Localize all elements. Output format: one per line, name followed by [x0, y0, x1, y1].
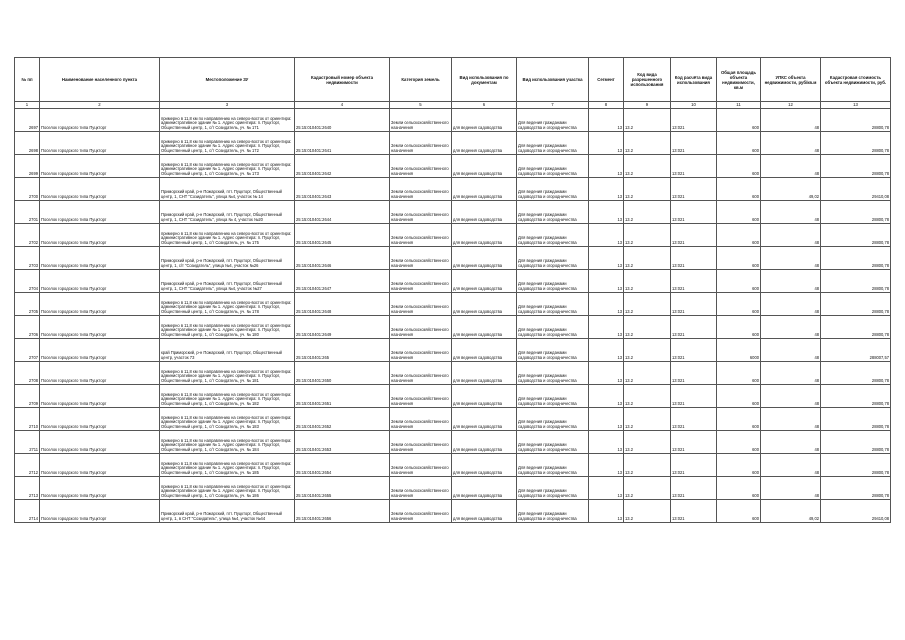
segment-cell: 13 [589, 477, 624, 500]
cadastral-number-cell: 25:15:010401:2655 [295, 477, 390, 500]
cadastral-value-cell: 28800,78 [821, 408, 891, 431]
location-cell: примерно в 11,8 км по направлению на северо-восток от ориентира: административное здание № 1. Адрес ориентира: п. Пуцкторг, Общественный центр, 1, с/т Созидатель, уч. № 178 [160, 293, 295, 316]
calc-code-cell: 13:021 [671, 109, 717, 132]
cadastral-value-cell: 29410,08 [821, 178, 891, 201]
row-number-cell: 2699 [15, 155, 40, 178]
plot-use-cell: Для ведения гражданами садоводства и огородничества [517, 500, 589, 523]
row-number-cell: 2697 [15, 109, 40, 132]
row-number-cell: 2713 [15, 477, 40, 500]
use-code-cell: 13.2 [624, 500, 671, 523]
column-number: 4 [295, 102, 390, 109]
settlement-name-cell: Поселок городского типа Пуцкторг [40, 500, 160, 523]
use-code-cell: 13.2 [624, 224, 671, 247]
row-number-cell: 2705 [15, 293, 40, 316]
table-row [15, 224, 891, 247]
cadastral-table-sheet [14, 57, 890, 523]
cadastral-value-cell: 28800,78 [821, 477, 891, 500]
location-cell: примерно в 11,8 км по направлению на северо-восток от ориентира: административное здание № 1. Адрес ориентира: п. Пуцкторг, Общественный центр, 1, с/т Созидатель, уч. № 185 [160, 454, 295, 477]
segment-cell: 13 [589, 293, 624, 316]
column-number: 10 [671, 102, 717, 109]
table-row [15, 155, 891, 178]
area-cell: 600 [717, 155, 761, 178]
plot-use-cell: Для ведения гражданами садоводства и огородничества [517, 224, 589, 247]
upks-cell: 48 [761, 155, 821, 178]
upks-cell: 48 [761, 477, 821, 500]
segment-cell: 13 [589, 247, 624, 270]
column-number: 8 [589, 102, 624, 109]
use-code-cell: 13.2 [624, 247, 671, 270]
row-number-cell: 2708 [15, 362, 40, 385]
use-by-documents-cell: для ведения садоводства [452, 316, 517, 339]
calc-code-cell: 13:021 [671, 316, 717, 339]
cadastral-number-cell: 25:15:010401:2653 [295, 431, 390, 454]
row-number-cell: 2701 [15, 201, 40, 224]
calc-code-cell: 13:021 [671, 247, 717, 270]
cadastral-number-cell: 25:15:010401:2646 [295, 247, 390, 270]
cadastral-value-cell: 28800,78 [821, 385, 891, 408]
table-row [15, 201, 891, 224]
plot-use-cell: Для ведения гражданами садоводства и огородничества [517, 155, 589, 178]
settlement-name-cell: Поселок городского типа Пуцкторг [40, 316, 160, 339]
row-number-cell: 2702 [15, 224, 40, 247]
cadastral-value-cell: 28800,78 [821, 155, 891, 178]
use-by-documents-cell: для ведения садоводства [452, 431, 517, 454]
use-code-cell: 13.2 [624, 408, 671, 431]
location-cell: Приморский край, р-н Пожарский, пгт. Пуцкторг, Общественный центр, 1, в СНТ "Созидатель", улица №4, участок №44 [160, 500, 295, 523]
cadastral-number-cell: 25:15:010401:2645 [295, 224, 390, 247]
use-by-documents-cell: для ведения садоводства [452, 408, 517, 431]
upks-cell: 48 [761, 109, 821, 132]
column-number-row [15, 102, 891, 109]
land-category-cell: Земли сельскохозяйственного назначения [390, 201, 452, 224]
header-cell: Категория земель [390, 58, 452, 102]
use-by-documents-cell: для ведения садоводства [452, 500, 517, 523]
column-number: 3 [160, 102, 295, 109]
calc-code-cell: 13:021 [671, 201, 717, 224]
location-cell: примерно в 11,8 км по направлению на северо-восток от ориентира: административное здание № 1. Адрес ориентира: п. Пуцкторг, Общественный центр, 1, с/т Созидатель, уч. № 180 [160, 316, 295, 339]
segment-cell: 13 [589, 385, 624, 408]
segment-cell: 13 [589, 454, 624, 477]
header-row [15, 58, 891, 102]
upks-cell: 48 [761, 316, 821, 339]
calc-code-cell: 13:021 [671, 132, 717, 155]
use-code-cell: 13.2 [624, 201, 671, 224]
calc-code-cell: 13:021 [671, 454, 717, 477]
table-row [15, 132, 891, 155]
row-number-cell: 2704 [15, 270, 40, 293]
table-row [15, 339, 891, 362]
plot-use-cell: Для ведения гражданами садоводства и огородничества [517, 247, 589, 270]
cadastral-number-cell: 25:15:010401:2648 [295, 293, 390, 316]
plot-use-cell: Для ведения гражданами садоводства и огородничества [517, 293, 589, 316]
segment-cell: 13 [589, 109, 624, 132]
column-number: 6 [452, 102, 517, 109]
calc-code-cell: 13:021 [671, 270, 717, 293]
row-number-cell: 2714 [15, 500, 40, 523]
use-by-documents-cell: для ведения садоводства [452, 477, 517, 500]
upks-cell: 48 [761, 385, 821, 408]
plot-use-cell: Для ведения гражданами садоводства и огородничества [517, 431, 589, 454]
header-cell: Вид использования по документам [452, 58, 517, 102]
land-category-cell: Земли сельскохозяйственного назначения [390, 431, 452, 454]
plot-use-cell: Для ведения гражданами садоводства и огородничества [517, 201, 589, 224]
cadastral-value-cell: 28800,78 [821, 247, 891, 270]
settlement-name-cell: Поселок городского типа Пуцкторг [40, 362, 160, 385]
land-category-cell: Земли сельскохозяйственного назначения [390, 316, 452, 339]
use-code-cell: 13.2 [624, 316, 671, 339]
use-code-cell: 13.2 [624, 431, 671, 454]
plot-use-cell: Для ведения гражданами садоводства и огородничества [517, 178, 589, 201]
plot-use-cell: Для ведения гражданами садоводства и огородничества [517, 132, 589, 155]
calc-code-cell: 13:021 [671, 293, 717, 316]
location-cell: примерно в 11,8 км по направлению на северо-восток от ориентира: административное здание № 1. Адрес ориентира: п. Пуцкторг, Общественный центр, 1, с/т Созидатель, уч. № 183 [160, 408, 295, 431]
settlement-name-cell: Поселок городского типа Пуцкторг [40, 293, 160, 316]
location-cell: Приморский край, р-н Пожарский, пгт. Пуцкторг, Общественный центр, 1, СНТ "Созидатель", улица № 4, участок №20 [160, 201, 295, 224]
upks-cell: 48 [761, 270, 821, 293]
plot-use-cell: Для ведения гражданами садоводства и огородничества [517, 385, 589, 408]
use-by-documents-cell: для ведения садоводства [452, 155, 517, 178]
area-cell: 600 [717, 247, 761, 270]
upks-cell: 49,02 [761, 500, 821, 523]
column-number: 12 [761, 102, 821, 109]
segment-cell: 13 [589, 201, 624, 224]
land-category-cell: Земли сельскохозяйственного назначения [390, 362, 452, 385]
use-by-documents-cell: для ведения садоводства [452, 270, 517, 293]
plot-use-cell: Для ведения гражданами садоводства и огородничества [517, 270, 589, 293]
cadastral-value-cell: 28800,78 [821, 431, 891, 454]
area-cell: 600 [717, 224, 761, 247]
row-number-cell: 2700 [15, 178, 40, 201]
land-category-cell: Земли сельскохозяйственного назначения [390, 178, 452, 201]
plot-use-cell: Для ведения гражданами садоводства и огородничества [517, 454, 589, 477]
row-number-cell: 2707 [15, 339, 40, 362]
cadastral-value-cell: 28800,78 [821, 109, 891, 132]
plot-use-cell: Для ведения гражданами садоводства и огородничества [517, 316, 589, 339]
settlement-name-cell: Поселок городского типа Пуцкторг [40, 270, 160, 293]
segment-cell: 13 [589, 408, 624, 431]
column-number: 11 [717, 102, 761, 109]
location-cell: примерно в 11,8 км по направлению на северо-восток от ориентира: административное здание № 1. Адрес ориентира: п. Пуцкторг, Общественный центр, 1, с/т Созидатель, уч. № 172 [160, 132, 295, 155]
calc-code-cell: 13:021 [671, 431, 717, 454]
use-by-documents-cell: для ведения садоводства [452, 247, 517, 270]
row-number-cell: 2712 [15, 454, 40, 477]
location-cell: Приморский край, р-н Пожарский, пгт. Пуцкторг, Общественный центр, 1, СНТ "Созидатель", улица №4, участок №27 [160, 270, 295, 293]
area-cell: 600 [717, 408, 761, 431]
land-category-cell: Земли сельскохозяйственного назначения [390, 477, 452, 500]
area-cell: 600 [717, 132, 761, 155]
settlement-name-cell: Поселок городского типа Пуцкторг [40, 247, 160, 270]
area-cell: 6000 [717, 339, 761, 362]
area-cell: 600 [717, 500, 761, 523]
use-by-documents-cell: для ведения садоводства [452, 201, 517, 224]
location-cell: примерно в 11,8 км по направлению на северо-восток от ориентира: административное здание № 1. Адрес ориентира: п. Пуцкторг, Общественный центр, 1, с/т Созидатель, уч. № 175 [160, 224, 295, 247]
use-code-cell: 13.2 [624, 178, 671, 201]
use-code-cell: 13.2 [624, 362, 671, 385]
calc-code-cell: 13:021 [671, 408, 717, 431]
area-cell: 600 [717, 201, 761, 224]
use-code-cell: 13.2 [624, 339, 671, 362]
table-row [15, 247, 891, 270]
settlement-name-cell: Поселок городского типа Пуцкторг [40, 132, 160, 155]
land-category-cell: Земли сельскохозяйственного назначения [390, 109, 452, 132]
location-cell: примерно в 11,8 км по направлению на северо-восток от ориентира: административное здание № 1. Адрес ориентира: п. Пуцкторг, Общественный центр, 1, с/т Созидатель, уч. № 182 [160, 385, 295, 408]
area-cell: 600 [717, 109, 761, 132]
settlement-name-cell: Поселок городского типа Пуцкторг [40, 454, 160, 477]
table-row [15, 109, 891, 132]
upks-cell: 48 [761, 408, 821, 431]
upks-cell: 48 [761, 247, 821, 270]
settlement-name-cell: Поселок городского типа Пуцкторг [40, 224, 160, 247]
cadastral-number-cell: 25:15:010401:2656 [295, 500, 390, 523]
segment-cell: 13 [589, 178, 624, 201]
cadastral-number-cell: 25:15:010401:2643 [295, 178, 390, 201]
area-cell: 600 [717, 454, 761, 477]
location-cell: Приморский край, р-н Пожарский, пгт. Пуцкторг, Общественный центр, 1, СНТ "Созидатель", улица №4, участок № 14 [160, 178, 295, 201]
land-category-cell: Земли сельскохозяйственного назначения [390, 408, 452, 431]
row-number-cell: 2711 [15, 431, 40, 454]
header-cell: Кадастровая стоимость объекта недвижимости, руб. [821, 58, 891, 102]
plot-use-cell: Для ведения гражданами садоводства и огородничества [517, 477, 589, 500]
cadastral-value-cell: 29410,08 [821, 500, 891, 523]
use-code-cell: 13.2 [624, 385, 671, 408]
table-row [15, 454, 891, 477]
settlement-name-cell: Поселок городского типа Пуцкторг [40, 109, 160, 132]
land-category-cell: Земли сельскохозяйственного назначения [390, 155, 452, 178]
use-by-documents-cell: для ведения садоводства [452, 224, 517, 247]
row-number-cell: 2710 [15, 408, 40, 431]
settlement-name-cell: Поселок городского типа Пуцкторг [40, 201, 160, 224]
table-row [15, 500, 891, 523]
calc-code-cell: 13:021 [671, 339, 717, 362]
row-number-cell: 2709 [15, 385, 40, 408]
segment-cell: 13 [589, 500, 624, 523]
area-cell: 600 [717, 477, 761, 500]
location-cell: примерно в 11,8 км по направлению на северо-восток от ориентира: административное здание № 1. Адрес ориентира: п. Пуцкторг, Общественный центр, 1, с/т Созидатель, уч. № 181 [160, 362, 295, 385]
area-cell: 600 [717, 270, 761, 293]
segment-cell: 13 [589, 339, 624, 362]
upks-cell: 48 [761, 293, 821, 316]
cadastral-number-cell: 25:15:010401:2651 [295, 385, 390, 408]
land-category-cell: Земли сельскохозяйственного назначения [390, 385, 452, 408]
header-cell: Общая площадь объекта недвижимости, кв.м [717, 58, 761, 102]
location-cell: примерно в 11,8 км по направлению на северо-восток от ориентира: административное здание № 1. Адрес ориентира: п. Пуцкторг, Общественный центр, 1, с/т Созидатель, уч. № 186 [160, 477, 295, 500]
land-category-cell: Земли сельскохозяйственного назначения [390, 500, 452, 523]
location-cell: примерно в 11,8 км по направлению на северо-восток от ориентира: административное здание № 1. Адрес ориентира: п. Пуцкторг, Общественный центр, 1, с/т Созидатель, уч. № 184 [160, 431, 295, 454]
use-code-cell: 13.2 [624, 293, 671, 316]
use-code-cell: 13.2 [624, 270, 671, 293]
area-cell: 600 [717, 316, 761, 339]
column-number: 9 [624, 102, 671, 109]
plot-use-cell: Для ведения гражданами садоводства и огородничества [517, 408, 589, 431]
cadastral-number-cell: 25:15:010401:2652 [295, 408, 390, 431]
header-cell: УПКС объекта недвижимости, руб/кв.м [761, 58, 821, 102]
upks-cell: 48 [761, 431, 821, 454]
plot-use-cell: Для ведения гражданами садоводства и огородничества [517, 109, 589, 132]
calc-code-cell: 13:021 [671, 477, 717, 500]
cadastral-number-cell: 25:15:010401:2642 [295, 155, 390, 178]
calc-code-cell: 13:021 [671, 500, 717, 523]
cadastral-number-cell: 25:15:010401:2649 [295, 316, 390, 339]
use-by-documents-cell: для ведения садоводства [452, 293, 517, 316]
upks-cell: 48 [761, 362, 821, 385]
cadastral-value-cell: 28800,78 [821, 362, 891, 385]
settlement-name-cell: Поселок городского типа Пуцкторг [40, 339, 160, 362]
header-cell: Кадастровый номер объекта недвижимости [295, 58, 390, 102]
upks-cell: 48 [761, 132, 821, 155]
cadastral-number-cell: 25:15:010401:2644 [295, 201, 390, 224]
cadastral-value-cell: 28800,78 [821, 224, 891, 247]
cadastral-number-cell: 25:15:010401:2650 [295, 362, 390, 385]
table-row [15, 316, 891, 339]
cadastral-value-cell: 28800,78 [821, 132, 891, 155]
calc-code-cell: 13:021 [671, 178, 717, 201]
cadastral-number-cell: 25:15:010401:2641 [295, 132, 390, 155]
use-by-documents-cell: для ведения садоводства [452, 109, 517, 132]
use-by-documents-cell: для ведения садоводства [452, 385, 517, 408]
plot-use-cell: Для ведения гражданами садоводства и огородничества [517, 339, 589, 362]
header-cell: Код вида разрешенного использования [624, 58, 671, 102]
table-row [15, 178, 891, 201]
header-cell: Сегмент [589, 58, 624, 102]
upks-cell: 48 [761, 224, 821, 247]
calc-code-cell: 13:021 [671, 385, 717, 408]
cadastral-value-cell: 28800,78 [821, 270, 891, 293]
settlement-name-cell: Поселок городского типа Пуцкторг [40, 155, 160, 178]
calc-code-cell: 13:021 [671, 224, 717, 247]
header-cell: № пп [15, 58, 40, 102]
use-code-cell: 13.2 [624, 155, 671, 178]
column-number: 7 [517, 102, 589, 109]
table-row [15, 431, 891, 454]
settlement-name-cell: Поселок городского типа Пуцкторг [40, 385, 160, 408]
use-by-documents-cell: для ведения садоводства [452, 132, 517, 155]
use-by-documents-cell: для ведения садоводства [452, 454, 517, 477]
settlement-name-cell: Поселок городского типа Пуцкторг [40, 431, 160, 454]
cadastral-number-cell: 25:15:010401:2654 [295, 454, 390, 477]
land-category-cell: Земли сельскохозяйственного назначения [390, 224, 452, 247]
land-category-cell: Земли сельскохозяйственного назначения [390, 247, 452, 270]
segment-cell: 13 [589, 155, 624, 178]
land-category-cell: Земли сельскохозяйственного назначения [390, 339, 452, 362]
cadastral-value-cell: 288007,57 [821, 339, 891, 362]
location-cell: Приморский край, р-н Пожарский, пгт. Пуцкторг, Общественный центр, 1, с/т "Созидатель", улица №4, участок №26 [160, 247, 295, 270]
table-row [15, 362, 891, 385]
area-cell: 600 [717, 385, 761, 408]
location-cell: примерно в 11,8 км по направлению на северо-восток от ориентира: административное здание № 1. Адрес ориентира: п. Пуцкторг, Общественный центр, 1, с/т Созидатель, уч. № 171 [160, 109, 295, 132]
upks-cell: 48 [761, 454, 821, 477]
area-cell: 600 [717, 431, 761, 454]
land-category-cell: Земли сельскохозяйственного назначения [390, 293, 452, 316]
plot-use-cell: Для ведения гражданами садоводства и огородничества [517, 362, 589, 385]
table-row [15, 293, 891, 316]
segment-cell: 13 [589, 316, 624, 339]
land-category-cell: Земли сельскохозяйственного назначения [390, 270, 452, 293]
upks-cell: 49,02 [761, 178, 821, 201]
table-row [15, 477, 891, 500]
cadastral-value-cell: 28800,78 [821, 316, 891, 339]
column-number: 13 [821, 102, 891, 109]
settlement-name-cell: Поселок городского типа Пуцкторг [40, 178, 160, 201]
segment-cell: 13 [589, 431, 624, 454]
use-by-documents-cell: для ведения садоводства [452, 362, 517, 385]
cadastral-number-cell: 25:15:010401:2640 [295, 109, 390, 132]
column-number: 1 [15, 102, 40, 109]
table-row [15, 385, 891, 408]
land-category-cell: Земли сельскохозяйственного назначения [390, 132, 452, 155]
cadastral-number-cell: 25:15:010401:2647 [295, 270, 390, 293]
header-cell: Местоположение ЗУ [160, 58, 295, 102]
calc-code-cell: 13:021 [671, 362, 717, 385]
use-code-cell: 13.2 [624, 454, 671, 477]
upks-cell: 48 [761, 201, 821, 224]
cadastral-number-cell: 25:15:010401:265 [295, 339, 390, 362]
header-cell: Наименование населенного пункта [40, 58, 160, 102]
cadastral-value-table [14, 57, 891, 523]
row-number-cell: 2706 [15, 316, 40, 339]
segment-cell: 13 [589, 132, 624, 155]
column-number: 5 [390, 102, 452, 109]
header-cell: Вид использования участка [517, 58, 589, 102]
segment-cell: 13 [589, 362, 624, 385]
column-number: 2 [40, 102, 160, 109]
cadastral-value-cell: 28800,78 [821, 201, 891, 224]
segment-cell: 13 [589, 224, 624, 247]
row-number-cell: 2703 [15, 247, 40, 270]
use-by-documents-cell: для ведения садоводства [452, 178, 517, 201]
calc-code-cell: 13:021 [671, 155, 717, 178]
table-row [15, 408, 891, 431]
area-cell: 600 [717, 178, 761, 201]
row-number-cell: 2698 [15, 132, 40, 155]
area-cell: 600 [717, 293, 761, 316]
segment-cell: 13 [589, 270, 624, 293]
settlement-name-cell: Поселок городского типа Пуцкторг [40, 408, 160, 431]
cadastral-value-cell: 28800,78 [821, 454, 891, 477]
land-category-cell: Земли сельскохозяйственного назначения [390, 454, 452, 477]
area-cell: 600 [717, 362, 761, 385]
use-code-cell: 13.2 [624, 132, 671, 155]
settlement-name-cell: Поселок городского типа Пуцкторг [40, 477, 160, 500]
use-code-cell: 13.2 [624, 109, 671, 132]
table-body [15, 109, 891, 523]
location-cell: край Приморский, р-н Пожарский, пгт. Пуцкторг, Общественный центр, участок 73 [160, 339, 295, 362]
location-cell: примерно в 11,8 км по направлению на северо-восток от ориентира: административное здание № 1. Адрес ориентира: п. Пуцкторг, Общественный центр, 1, с/т Созидатель, уч. № 173 [160, 155, 295, 178]
use-code-cell: 13.2 [624, 477, 671, 500]
cadastral-value-cell: 28800,78 [821, 293, 891, 316]
table-row [15, 270, 891, 293]
upks-cell: 48 [761, 339, 821, 362]
use-by-documents-cell: для ведения садоводства [452, 339, 517, 362]
header-cell: Код расчёта вида использования [671, 58, 717, 102]
